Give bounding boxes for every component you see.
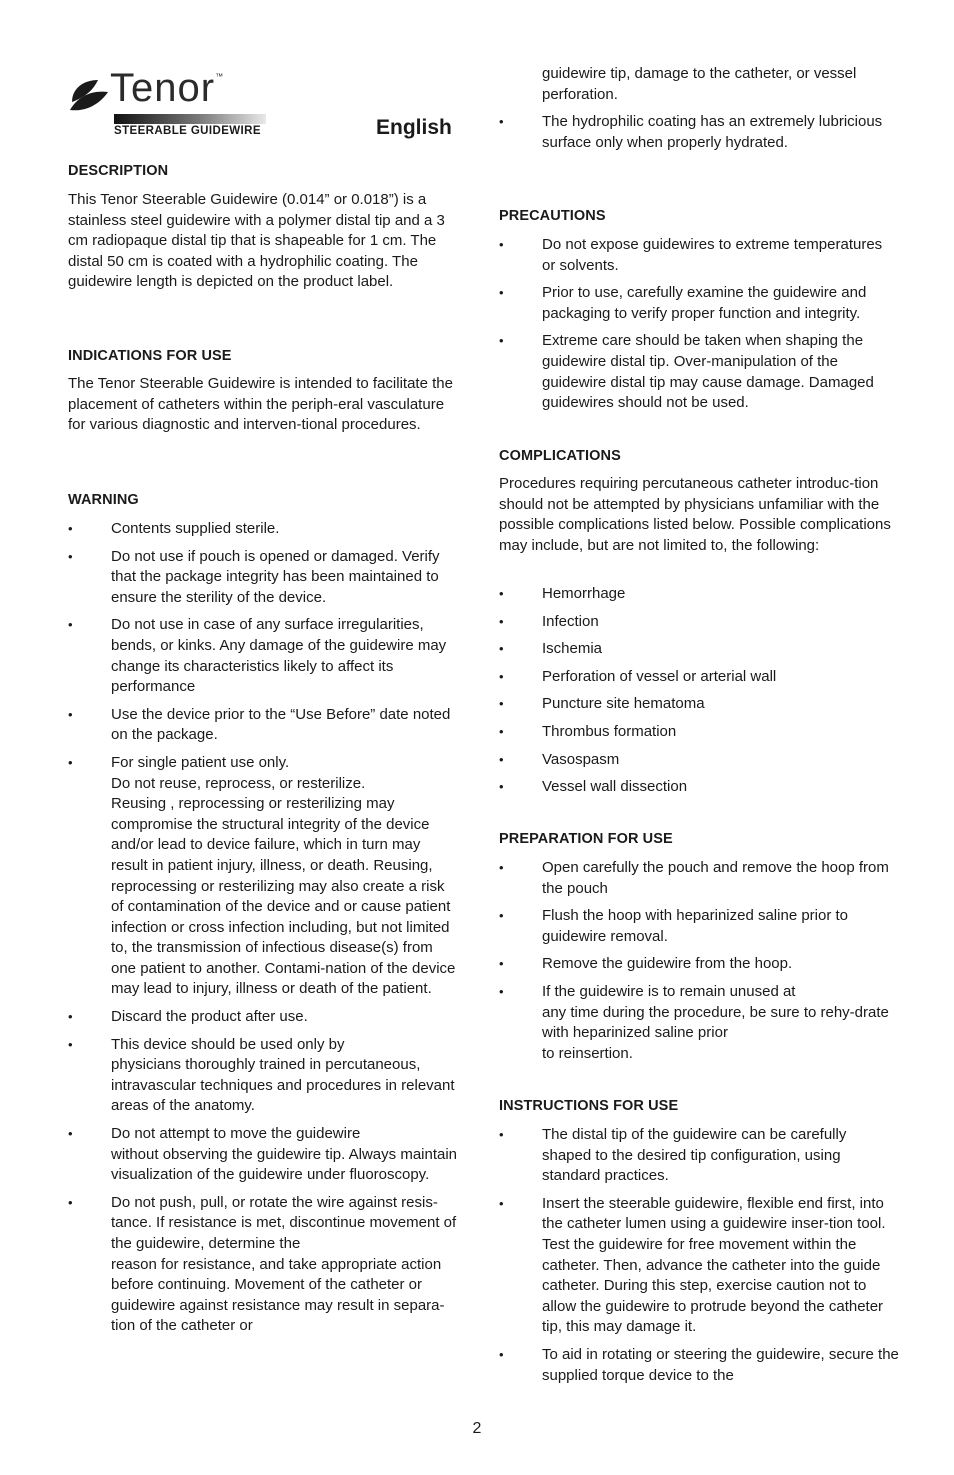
description-text: This Tenor Steerable Guidewire (0.014” or 0.018”) is a stainless steel guidewire with a polymer distal tip and a 3 cm radiopaque distal tip that is shapeable for 1 cm. The distal 50 cm is coated with a hydrophilic coating. The guidewire length is depicted on the product label. — [68, 191, 445, 291]
tenor-logo — [68, 66, 268, 138]
warning-item: • Do not push, pull, or rotate the wire against resis-tance. If resistance is met, discontinue movement of the guidewire, determine the reason for resistance, and take appropriate action before continuing. Movement of the catheter or guidewire against resistance may result in separa-tion of the catheter or — [68, 1193, 460, 1337]
complication-item: • Ischemia — [499, 639, 899, 660]
precaution-item: • Extreme care should be taken when shaping the guidewire distal tip. Over-manipulation of the guidewire distal tip may cause damage. Damaged guidewires should not be used. — [499, 331, 899, 413]
warning-list — [68, 519, 460, 1344]
complication-item: • Vasospasm — [499, 750, 899, 771]
instructions-list — [499, 1125, 899, 1393]
warning-item: • This device should be used only by physicians thoroughly trained in percutaneous, intravascular techniques and procedures in relevant areas of the anatomy. — [68, 1035, 460, 1117]
preparation-item: • Flush the hoop with heparinized saline prior to guidewire removal. — [499, 906, 899, 947]
logo-subtitle: STEERABLE GUIDEWIRE — [114, 125, 261, 137]
indications-heading: INDICATIONS FOR USE — [68, 348, 232, 364]
instruction-item: • Insert the steerable guidewire, flexible end first, into the catheter lumen using a guidewire inser-tion tool. Test the guidewire for free movement within the catheter. Then, advance the catheter into the guide catheter. During this step, exercise caution not to allow the guidewire to protrude beyond the catheter tip, this may damage it. — [499, 1194, 899, 1338]
precautions-list — [499, 235, 899, 421]
language-heading: English — [376, 116, 452, 139]
warning-item: • For single patient use only. Do not reuse, reprocess, or resterilize. Reusing , reprocessing or resterilizing may compromise the structural integrity of the device and/or lead to device failure, which in turn may result in patient injury, illness, or death. Reusing, reprocessing or resterilizing may also create a risk of contamination of the device and or cause patient infection or cross infection including, but not limited to, the transmission of infectious disease(s) from one patient to another. Contami-nation of the device may lead to injury, illness or death of the patient. — [68, 753, 460, 1000]
preparation-item: • Open carefully the pouch and remove the hoop from the pouch — [499, 858, 899, 899]
precautions-heading: PRECAUTIONS — [499, 208, 606, 224]
indications-text: The Tenor Steerable Guidewire is intended to facilitate the placement of catheters within the periph-eral vasculature for various diagnostic and interven-tional procedures. — [68, 375, 453, 434]
complications-text: Procedures requiring percutaneous catheter introduc-tion should not be attempted by physicians unfamiliar with the possible complications listed below. Possible complications may include, but are not limited to, the following: — [499, 475, 891, 554]
description-heading: DESCRIPTION — [68, 163, 169, 179]
complication-item: • Hemorrhage — [499, 584, 899, 605]
complication-item: • Thrombus formation — [499, 722, 899, 743]
warning-heading: WARNING — [68, 492, 139, 508]
preparation-item: • Remove the guidewire from the hoop. — [499, 954, 899, 975]
warning-item: • Do not attempt to move the guidewire without observing the guidewire tip. Always maintain visualization of the guidewire under fluoroscopy. — [68, 1124, 460, 1186]
warning-continued-item: guidewire tip, damage to the catheter, or vessel perforation. — [542, 65, 857, 103]
warning-item: • Contents supplied sterile. — [68, 519, 460, 540]
warning-item: • Use the device prior to the “Use Before” date noted on the package. — [68, 705, 460, 746]
complication-item: • Puncture site hematoma — [499, 694, 899, 715]
logo-brand: Tenor™ — [110, 66, 225, 110]
instruction-item: • The distal tip of the guidewire can be carefully shaped to the desired tip configuration, using standard practices. — [499, 1125, 899, 1187]
complication-item: • Vessel wall dissection — [499, 777, 899, 798]
preparation-item: • If the guidewire is to remain unused at any time during the procedure, be sure to rehy-drate with heparinized saline prior to reinsertion. — [499, 982, 899, 1064]
warning-item: • Do not use in case of any surface irregularities, bends, or kinks. Any damage of the guidewire may change its characteristics likely to affect its performance — [68, 615, 460, 697]
precaution-item: • Do not expose guidewires to extreme temperatures or solvents. — [499, 235, 899, 276]
logo-gradient-bar — [114, 114, 266, 124]
complications-list — [499, 584, 899, 805]
instruction-item: • To aid in rotating or steering the guidewire, secure the supplied torque device to the — [499, 1345, 899, 1386]
warning-continued-list — [499, 64, 899, 160]
instructions-heading: INSTRUCTIONS FOR USE — [499, 1098, 679, 1114]
complication-item: • Infection — [499, 612, 899, 633]
preparation-heading: PREPARATION FOR USE — [499, 831, 673, 847]
preparation-list — [499, 858, 899, 1071]
page-number: 2 — [472, 1420, 482, 1437]
warning-item: • Discard the product after use. — [68, 1007, 460, 1028]
precaution-item: • Prior to use, carefully examine the guidewire and packaging to verify proper function and integrity. — [499, 283, 899, 324]
warning-item: • Do not use if pouch is opened or damaged. Verify that the package integrity has been maintained to ensure the sterility of the device. — [68, 547, 460, 609]
leaf-icon — [68, 74, 110, 118]
complication-item: • Perforation of vessel or arterial wall — [499, 667, 899, 688]
warning-continued-item: • The hydrophilic coating has an extremely lubricious surface only when properly hydrated. — [499, 112, 899, 153]
complications-heading: COMPLICATIONS — [499, 448, 621, 464]
